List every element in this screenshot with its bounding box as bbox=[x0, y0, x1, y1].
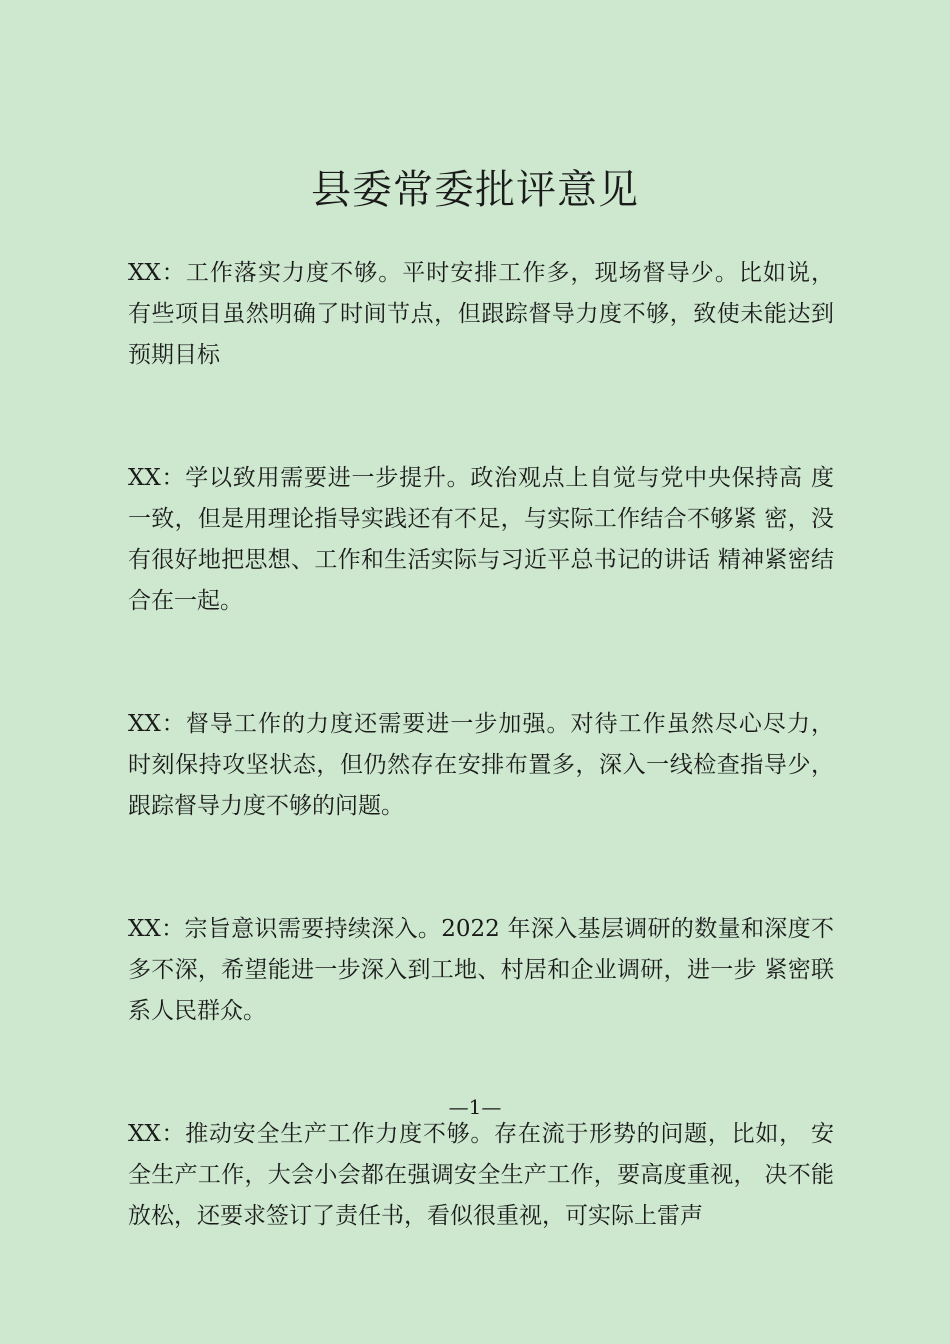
paragraph-5: XX：推动安全生产工作力度不够。存在流于形势的问题，比如， 安全生产工作，大会小会都在强调安全生产工作，要高度重视， 决不能放松，还要求签订了责任书，看似很重视，可实际上雷声 bbox=[128, 1121, 834, 1229]
document-title: 县委常委批评意见 bbox=[311, 167, 639, 213]
paragraph-1: XX：工作落实力度不够。平时安排工作多，现场督导少。比如说， 有些项目虽然明确了时间节点，但跟踪督导力度不够，致使未能达到预期目标 bbox=[128, 260, 834, 368]
page-number: —1— bbox=[448, 1095, 502, 1119]
paragraph-3: XX：督导工作的力度还需要进一步加强。对待工作虽然尽心尽力， 时刻保持攻坚状态，但仍然存在安排布置多，深入一线检查指导少，跟踪督导力度不够的问题。 bbox=[128, 711, 834, 819]
document-body bbox=[128, 253, 834, 1237]
paragraph-4: XX：宗旨意识需要持续深入。2022 年深入基层调研的数量和深度不多不深，希望能进一步深入到工地、村居和企业调研，进一步 紧密联系人民群众。 bbox=[128, 916, 834, 1024]
paragraph-2: XX：学以致用需要进一步提升。政治观点上自觉与党中央保持高 度一致，但是用理论指导实践还有不足，与实际工作结合不够紧 密，没有很好地把思想、工作和生活实际与习近平总书记的讲话 精神紧密结合在一起。 bbox=[128, 465, 834, 614]
